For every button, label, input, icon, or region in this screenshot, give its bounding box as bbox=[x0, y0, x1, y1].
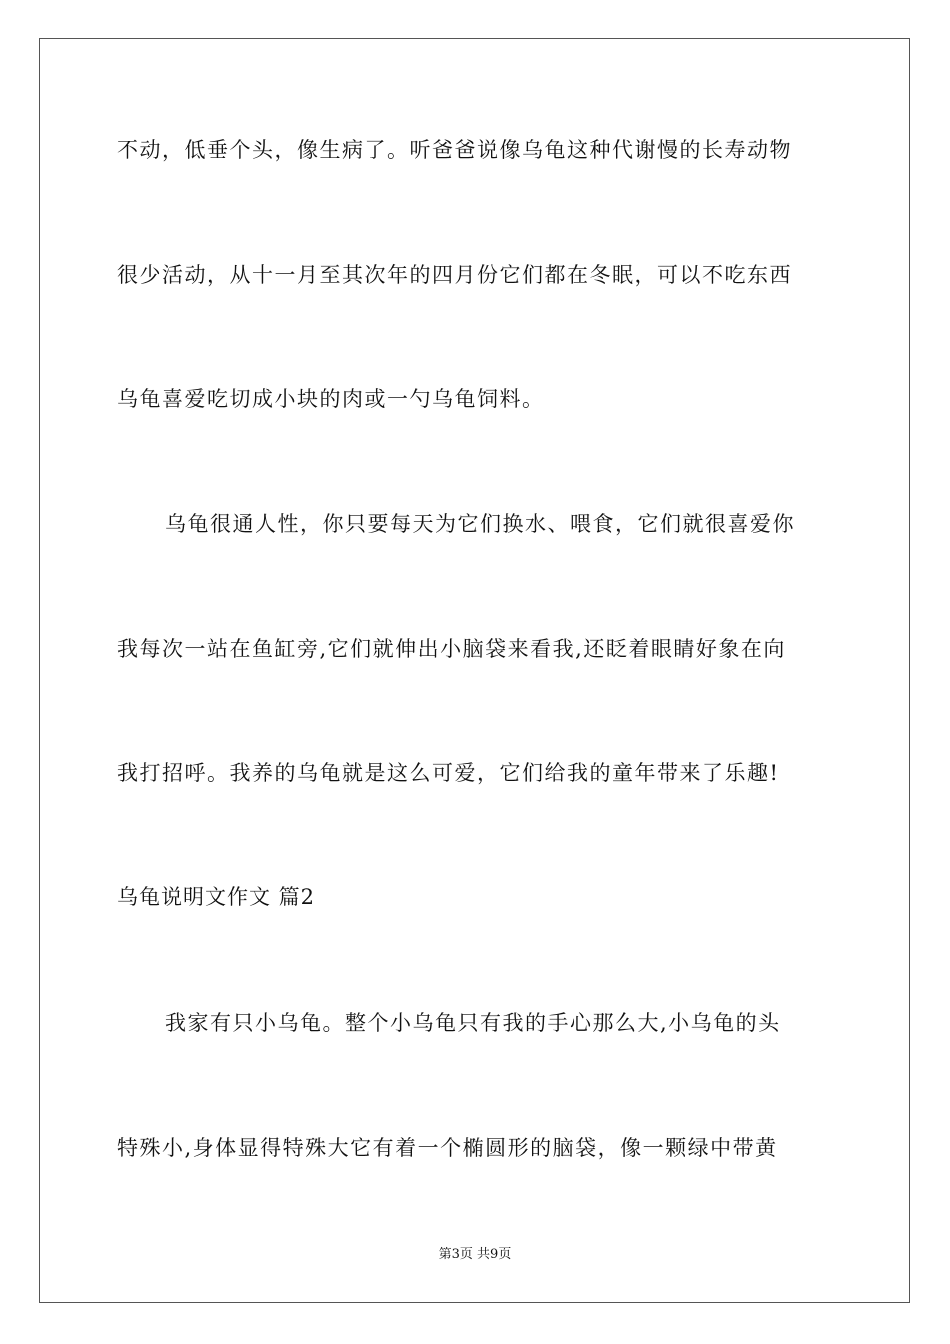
page-frame bbox=[39, 38, 910, 1303]
paragraph-line: 我打招呼。我养的乌龟就是这么可爱，它们给我的童年带来了乐趣! bbox=[117, 761, 780, 785]
paragraph-line: 特殊小,身体显得特殊大它有着一个椭圆形的脑袋，像一颗绿中带黄 bbox=[117, 1136, 778, 1160]
paragraph-line: 我家有只小乌龟。整个小乌龟只有我的手心那么大,小乌龟的头 bbox=[165, 1011, 781, 1035]
paragraph-line: 我每次一站在鱼缸旁,它们就伸出小脑袋来看我,还眨着眼睛好象在向 bbox=[117, 637, 786, 661]
paragraph-line: 不动，低垂个头，像生病了。听爸爸说像乌龟这种代谢慢的长寿动物 bbox=[117, 138, 792, 162]
paragraph-line: 乌龟很通人性，你只要每天为它们换水、喂食，它们就很喜爱你 bbox=[165, 512, 795, 536]
page-number-footer: 第3页 共9页 bbox=[438, 1247, 512, 1262]
paragraph-line: 乌龟喜爱吃切成小块的肉或一勺乌龟饲料。 bbox=[117, 387, 545, 411]
section-heading: 乌龟说明文作文 篇2 bbox=[117, 885, 316, 909]
paragraph-line: 很少活动，从十一月至其次年的四月份它们都在冬眠，可以不吃东西 bbox=[117, 263, 792, 287]
